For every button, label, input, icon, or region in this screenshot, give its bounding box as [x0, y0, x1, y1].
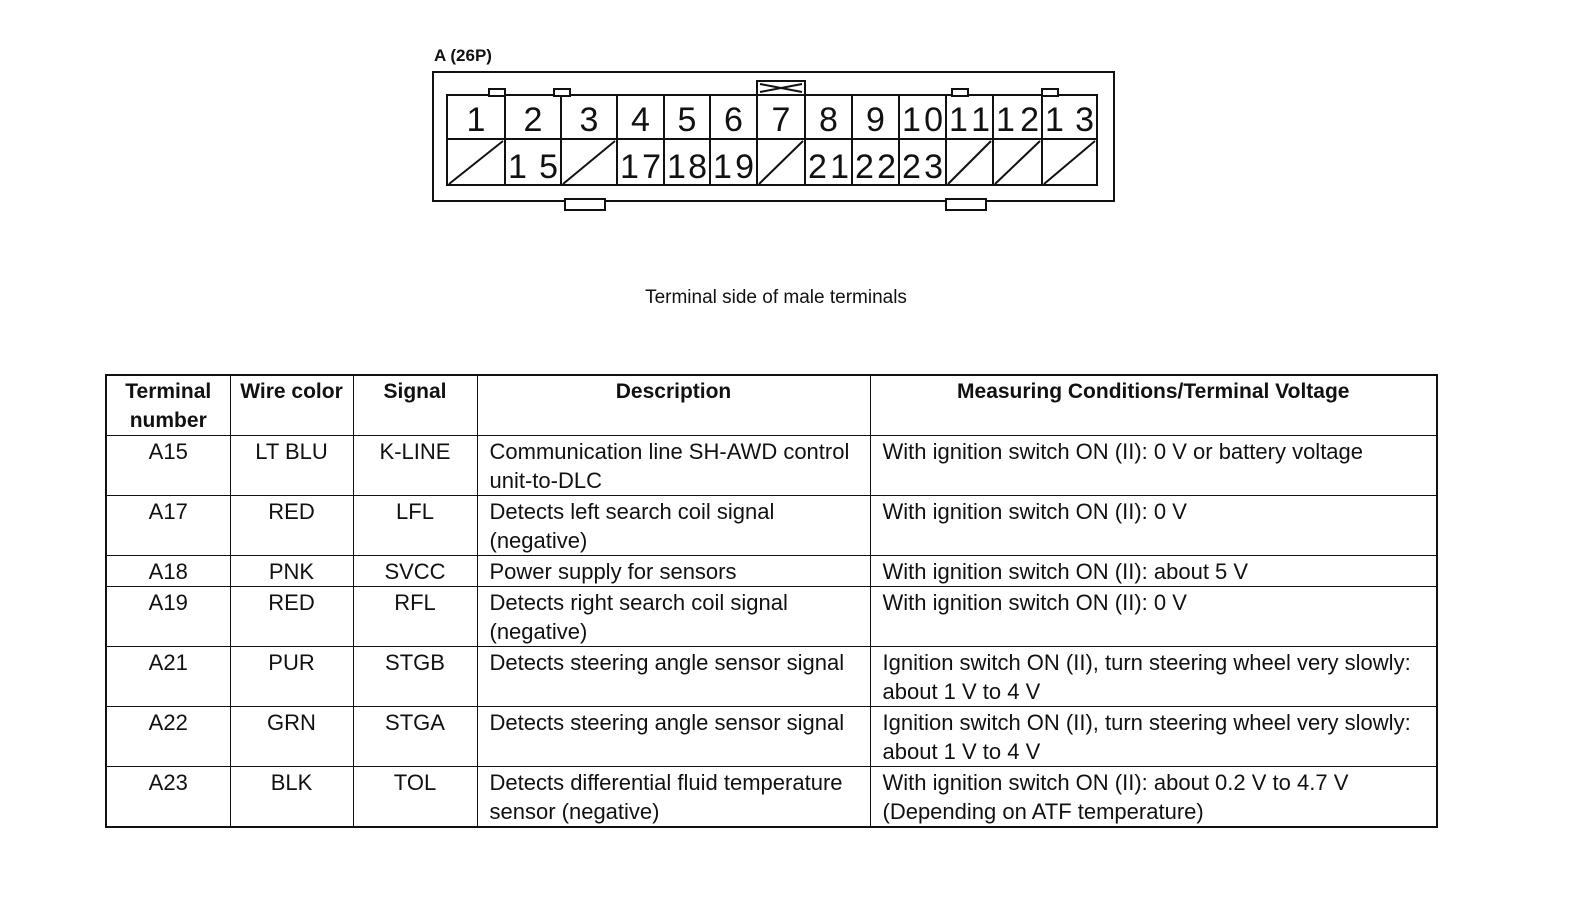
- cell-signal: RFL: [353, 587, 477, 647]
- terminal-number: 11: [949, 101, 990, 139]
- terminal-table: [105, 374, 1438, 828]
- terminal-number: 9: [866, 101, 885, 139]
- cell-signal: TOL: [353, 767, 477, 828]
- terminal-number: 10: [902, 101, 943, 139]
- terminal-number: 19: [713, 148, 754, 186]
- terminal-number: 5: [677, 101, 697, 139]
- terminal-number: 15: [508, 148, 558, 186]
- table-row: [106, 436, 1437, 496]
- connector-diagram: [0, 0, 1584, 230]
- terminal-number: 4: [631, 101, 650, 139]
- cell-wire-color: GRN: [230, 707, 353, 767]
- connector-label: A (26P): [434, 46, 492, 65]
- terminal-number: 3: [579, 101, 599, 139]
- table-row: [106, 707, 1437, 767]
- header-terminal-number: Terminal number: [106, 375, 230, 436]
- header-wire-color: Wire color: [230, 375, 353, 436]
- cell-signal: K-LINE: [353, 436, 477, 496]
- cell-measuring-conditions: Ignition switch ON (II), turn steering wheel very slowly: about 1 V to 4 V: [870, 707, 1437, 767]
- cell-wire-color: RED: [230, 587, 353, 647]
- cell-notch: [952, 89, 968, 96]
- header-description: Description: [477, 375, 870, 436]
- terminal-number: 23: [902, 148, 943, 186]
- cell-terminal-number: A23: [106, 767, 230, 828]
- cell-signal: STGB: [353, 647, 477, 707]
- cell-signal: LFL: [353, 496, 477, 556]
- cell-wire-color: PNK: [230, 556, 353, 587]
- table-row: [106, 496, 1437, 556]
- cell-description: Detects steering angle sensor signal: [477, 707, 870, 767]
- cell-wire-color: RED: [230, 496, 353, 556]
- cell-notch: [489, 89, 505, 96]
- cell-wire-color: LT BLU: [230, 436, 353, 496]
- terminal-number: 17: [620, 148, 661, 186]
- terminal-number: 8: [819, 101, 838, 139]
- terminal-number: 6: [724, 101, 743, 139]
- housing-tab: [946, 199, 986, 210]
- cell-description: Power supply for sensors: [477, 556, 870, 587]
- cell-terminal-number: A17: [106, 496, 230, 556]
- cell-measuring-conditions: With ignition switch ON (II): 0 V: [870, 587, 1437, 647]
- table-header-row: [106, 375, 1437, 436]
- table-row: [106, 767, 1437, 828]
- terminal-number: 2: [523, 101, 543, 139]
- cell-description: Detects right search coil signal (negative): [477, 587, 870, 647]
- cell-description: Detects differential fluid temperature sensor (negative): [477, 767, 870, 828]
- table-row: [106, 587, 1437, 647]
- header-signal: Signal: [353, 375, 477, 436]
- cell-notch: [554, 89, 570, 96]
- terminal-number: 22: [855, 148, 896, 186]
- cell-terminal-number: A21: [106, 647, 230, 707]
- cell-measuring-conditions: Ignition switch ON (II), turn steering wheel very slowly: about 1 V to 4 V: [870, 647, 1437, 707]
- cell-signal: SVCC: [353, 556, 477, 587]
- cell-measuring-conditions: With ignition switch ON (II): about 5 V: [870, 556, 1437, 587]
- terminal-number: 12: [996, 101, 1039, 139]
- cell-measuring-conditions: With ignition switch ON (II): about 0.2 V to 4.7 V (Depending on ATF temperature): [870, 767, 1437, 828]
- cell-measuring-conditions: With ignition switch ON (II): 0 V: [870, 496, 1437, 556]
- cell-measuring-conditions: With ignition switch ON (II): 0 V or battery voltage: [870, 436, 1437, 496]
- terminal-number: 18: [667, 148, 707, 186]
- cell-wire-color: BLK: [230, 767, 353, 828]
- terminal-number: 21: [808, 148, 849, 186]
- cell-terminal-number: A15: [106, 436, 230, 496]
- cell-description: Detects steering angle sensor signal: [477, 647, 870, 707]
- cell-terminal-number: A22: [106, 707, 230, 767]
- cell-terminal-number: A19: [106, 587, 230, 647]
- table-row: [106, 647, 1437, 707]
- cell-wire-color: PUR: [230, 647, 353, 707]
- cell-description: Communication line SH-AWD control unit-to-DLC: [477, 436, 870, 496]
- header-measuring: Measuring Conditions/Terminal Voltage: [870, 375, 1437, 436]
- housing-tab: [565, 199, 605, 210]
- table-row: [106, 556, 1437, 587]
- cell-terminal-number: A18: [106, 556, 230, 587]
- terminal-number: 7: [771, 101, 791, 139]
- terminal-number: 13: [1045, 101, 1094, 139]
- cell-signal: STGA: [353, 707, 477, 767]
- cell-notch: [1042, 89, 1058, 96]
- connector-caption: Terminal side of male terminals: [645, 287, 907, 308]
- terminal-number: 1: [466, 101, 486, 139]
- cell-description: Detects left search coil signal (negative): [477, 496, 870, 556]
